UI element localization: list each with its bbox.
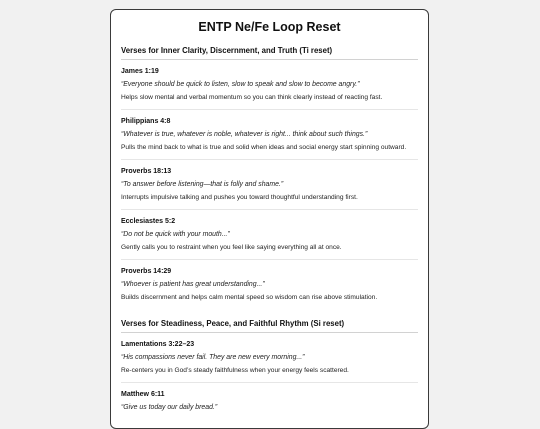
verse-quote: “Do not be quick with your mouth...”: [121, 231, 230, 238]
verse-reference: Proverbs 18:13: [121, 168, 172, 175]
verse-item: [121, 333, 418, 383]
section-heading-ti: Verses for Inner Clarity, Discernment, and Truth (Ti reset): [121, 46, 418, 60]
verse-note: Pulls the mind back to what is true and solid when ideas and social energy start spinning outward.: [121, 144, 407, 151]
verse-item: [121, 160, 418, 210]
content-card: [110, 9, 429, 429]
verse-note: Interrupts impulsive talking and pushes you toward thoughtful understanding first.: [121, 194, 358, 201]
verse-reference: James 1:19: [121, 68, 159, 75]
verse-note: Re-centers you in God’s steady faithfulness when your energy feels scattered.: [121, 367, 349, 374]
verse-item: [121, 260, 418, 309]
verse-reference: Lamentations 3:22–23: [121, 341, 195, 348]
verse-reference: Proverbs 14:29: [121, 268, 172, 275]
section-heading-si: Verses for Steadiness, Peace, and Faithful Rhythm (Si reset): [121, 319, 418, 333]
verse-quote: “Give us today our daily bread.”: [121, 404, 218, 411]
verse-item: [121, 210, 418, 260]
verse-quote: “Whatever is true, whatever is noble, whatever is right... think about such things.”: [121, 131, 368, 138]
page-title: ENTP Ne/Fe Loop Reset: [198, 20, 341, 34]
verse-reference: Philippians 4:8: [121, 118, 171, 125]
verse-quote: “His compassions never fail. They are new every morning...”: [121, 354, 305, 361]
verse-quote: “Everyone should be quick to listen, slow to speak and slow to become angry.”: [121, 81, 360, 88]
verse-reference: Matthew 6:11: [121, 391, 165, 398]
verse-note: Helps slow mental and verbal momentum so you can think clearly instead of reacting fast.: [121, 94, 383, 101]
verse-item: [121, 110, 418, 160]
verse-note: Builds discernment and helps calm mental speed so wisdom can rise above stimulation.: [121, 294, 378, 301]
verse-reference: Ecclesiastes 5:2: [121, 218, 176, 225]
verse-item: [121, 383, 418, 422]
verse-note: Gently calls you to restraint when you feel like saying everything all at once.: [121, 244, 342, 251]
verse-item: [121, 60, 418, 110]
verse-quote: “To answer before listening—that is folly and shame.”: [121, 181, 284, 188]
verse-quote: “Whoever is patient has great understanding...”: [121, 281, 265, 288]
